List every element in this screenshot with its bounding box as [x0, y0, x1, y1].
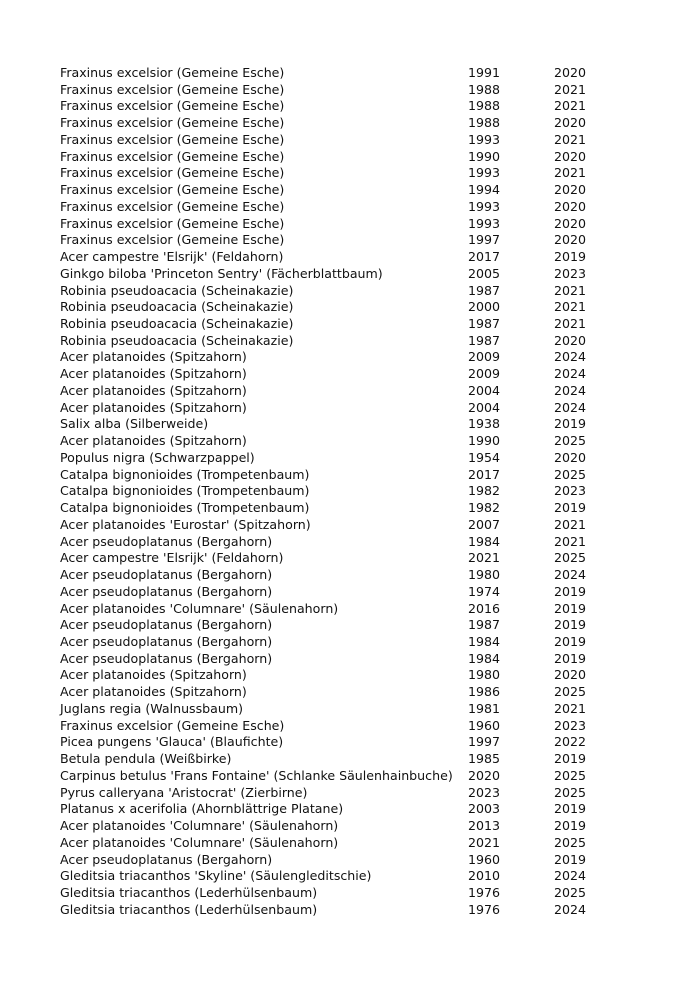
year1-cell: 2004	[468, 382, 501, 398]
species-cell: Robinia pseudoacacia (Scheinakazie)	[60, 299, 294, 315]
year1-cell: 2005	[468, 265, 501, 281]
year2-cell: 2025	[554, 550, 587, 566]
year2-cell: 2019	[554, 583, 587, 599]
species-cell: Acer platanoides 'Columnare' (Säulenahorn)	[60, 834, 339, 850]
table-row	[60, 785, 614, 802]
year2-cell: 2025	[554, 834, 587, 850]
table-row	[60, 818, 614, 835]
table-row	[60, 366, 614, 383]
year1-cell: 1994	[468, 182, 501, 198]
year2-cell: 2021	[554, 700, 587, 716]
year2-cell: 2020	[554, 198, 587, 214]
year1-cell: 1993	[468, 198, 501, 214]
species-cell: Acer platanoides 'Eurostar' (Spitzahorn)	[60, 516, 311, 532]
year1-cell: 2017	[468, 249, 501, 265]
year1-cell: 2003	[468, 801, 501, 817]
year1-cell: 1960	[468, 851, 501, 867]
year2-cell: 2020	[554, 332, 587, 348]
species-cell: Acer platanoides (Spitzahorn)	[60, 667, 247, 683]
species-cell: Acer pseudoplatanus (Bergahorn)	[60, 567, 273, 583]
species-cell: Acer campestre 'Elsrijk' (Feldahorn)	[60, 249, 284, 265]
year2-cell: 2021	[554, 98, 587, 114]
year1-cell: 1990	[468, 433, 501, 449]
tree-table	[60, 65, 614, 918]
year2-cell: 2024	[554, 399, 587, 415]
table-row	[60, 517, 614, 534]
year2-cell: 2021	[554, 533, 587, 549]
table-row	[60, 299, 614, 316]
species-cell: Platanus x acerifolia (Ahornblättrige Platane)	[60, 801, 344, 817]
year1-cell: 2021	[468, 834, 501, 850]
year1-cell: 1982	[468, 500, 501, 516]
species-cell: Populus nigra (Schwarzpappel)	[60, 449, 255, 465]
year1-cell: 2000	[468, 299, 501, 315]
species-cell: Catalpa bignonioides (Trompetenbaum)	[60, 466, 310, 482]
year2-cell: 2025	[554, 466, 587, 482]
year1-cell: 1988	[468, 115, 501, 131]
year1-cell: 1985	[468, 751, 501, 767]
table-row	[60, 534, 614, 551]
table-row	[60, 450, 614, 467]
year2-cell: 2019	[554, 633, 587, 649]
species-cell: Catalpa bignonioides (Trompetenbaum)	[60, 500, 310, 516]
year2-cell: 2024	[554, 868, 587, 884]
year1-cell: 2023	[468, 784, 501, 800]
table-row	[60, 232, 614, 249]
table-row	[60, 868, 614, 885]
species-cell: Acer pseudoplatanus (Bergahorn)	[60, 851, 273, 867]
year1-cell: 1993	[468, 215, 501, 231]
year2-cell: 2022	[554, 734, 587, 750]
year2-cell: 2021	[554, 516, 587, 532]
year2-cell: 2020	[554, 182, 587, 198]
species-cell: Fraxinus excelsior (Gemeine Esche)	[60, 215, 285, 231]
year2-cell: 2020	[554, 667, 587, 683]
species-cell: Catalpa bignonioides (Trompetenbaum)	[60, 483, 310, 499]
species-cell: Picea pungens 'Glauca' (Blaufichte)	[60, 734, 284, 750]
year2-cell: 2020	[554, 449, 587, 465]
species-cell: Acer platanoides (Spitzahorn)	[60, 366, 247, 382]
year2-cell: 2019	[554, 600, 587, 616]
year2-cell: 2024	[554, 901, 587, 917]
year2-cell: 2023	[554, 483, 587, 499]
species-cell: Acer platanoides 'Columnare' (Säulenahorn)	[60, 818, 339, 834]
table-row	[60, 567, 614, 584]
year1-cell: 1984	[468, 533, 501, 549]
species-cell: Acer campestre 'Elsrijk' (Feldahorn)	[60, 550, 284, 566]
year1-cell: 1938	[468, 416, 501, 432]
year1-cell: 2016	[468, 600, 501, 616]
species-cell: Pyrus calleryana 'Aristocrat' (Zierbirne)	[60, 784, 308, 800]
table-row	[60, 617, 614, 634]
species-cell: Gleditsia triacanthos 'Skyline' (Säulengleditschie)	[60, 868, 372, 884]
year2-cell: 2024	[554, 382, 587, 398]
year1-cell: 1990	[468, 148, 501, 164]
table-row	[60, 885, 614, 902]
year1-cell: 2007	[468, 516, 501, 532]
species-cell: Fraxinus excelsior (Gemeine Esche)	[60, 115, 285, 131]
year2-cell: 2020	[554, 148, 587, 164]
year1-cell: 1987	[468, 282, 501, 298]
table-row	[60, 651, 614, 668]
year2-cell: 2020	[554, 65, 587, 80]
year1-cell: 1993	[468, 131, 501, 147]
year1-cell: 1988	[468, 81, 501, 97]
table-row	[60, 500, 614, 517]
species-cell: Acer pseudoplatanus (Bergahorn)	[60, 533, 273, 549]
year1-cell: 2020	[468, 767, 501, 783]
table-row	[60, 132, 614, 149]
table-row	[60, 98, 614, 115]
species-cell: Acer pseudoplatanus (Bergahorn)	[60, 617, 273, 633]
table-row	[60, 316, 614, 333]
year1-cell: 1981	[468, 700, 501, 716]
species-cell: Juglans regia (Walnussbaum)	[60, 700, 244, 716]
year2-cell: 2020	[554, 115, 587, 131]
year2-cell: 2019	[554, 500, 587, 516]
species-cell: Fraxinus excelsior (Gemeine Esche)	[60, 232, 285, 248]
table-row	[60, 768, 614, 785]
table-row	[60, 283, 614, 300]
species-cell: Fraxinus excelsior (Gemeine Esche)	[60, 198, 285, 214]
year2-cell: 2021	[554, 316, 587, 332]
year1-cell: 1954	[468, 449, 501, 465]
year2-cell: 2021	[554, 165, 587, 181]
table-row	[60, 216, 614, 233]
species-cell: Acer platanoides (Spitzahorn)	[60, 399, 247, 415]
year2-cell: 2019	[554, 851, 587, 867]
year2-cell: 2024	[554, 366, 587, 382]
year1-cell: 1982	[468, 483, 501, 499]
year1-cell: 1980	[468, 567, 501, 583]
species-cell: Ginkgo biloba 'Princeton Sentry' (Fächerblattbaum)	[60, 265, 383, 281]
year1-cell: 1976	[468, 884, 501, 900]
species-cell: Fraxinus excelsior (Gemeine Esche)	[60, 131, 285, 147]
year2-cell: 2021	[554, 299, 587, 315]
year2-cell: 2019	[554, 650, 587, 666]
year1-cell: 1987	[468, 617, 501, 633]
species-cell: Acer platanoides (Spitzahorn)	[60, 684, 247, 700]
table-row	[60, 601, 614, 618]
year2-cell: 2019	[554, 617, 587, 633]
year1-cell: 1987	[468, 332, 501, 348]
table-row	[60, 400, 614, 417]
year1-cell: 1986	[468, 684, 501, 700]
year2-cell: 2020	[554, 232, 587, 248]
species-cell: Betula pendula (Weißbirke)	[60, 751, 232, 767]
year2-cell: 2021	[554, 81, 587, 97]
table-row	[60, 667, 614, 684]
year2-cell: 2019	[554, 801, 587, 817]
year1-cell: 2021	[468, 550, 501, 566]
year1-cell: 2017	[468, 466, 501, 482]
table-row	[60, 718, 614, 735]
table-row	[60, 734, 614, 751]
year1-cell: 1988	[468, 98, 501, 114]
year1-cell: 1974	[468, 583, 501, 599]
species-cell: Gleditsia triacanthos (Lederhülsenbaum)	[60, 901, 318, 917]
year2-cell: 2025	[554, 784, 587, 800]
species-cell: Acer platanoides (Spitzahorn)	[60, 349, 247, 365]
year1-cell: 1976	[468, 901, 501, 917]
table-row	[60, 349, 614, 366]
table-row	[60, 416, 614, 433]
year1-cell: 2010	[468, 868, 501, 884]
year2-cell: 2025	[554, 767, 587, 783]
species-cell: Fraxinus excelsior (Gemeine Esche)	[60, 98, 285, 114]
year2-cell: 2019	[554, 818, 587, 834]
year1-cell: 1984	[468, 650, 501, 666]
table-row	[60, 149, 614, 166]
tree-table-body	[60, 65, 614, 918]
year1-cell: 1980	[468, 667, 501, 683]
table-row	[60, 266, 614, 283]
year1-cell: 1987	[468, 316, 501, 332]
table-row	[60, 634, 614, 651]
species-cell: Acer pseudoplatanus (Bergahorn)	[60, 633, 273, 649]
table-row	[60, 467, 614, 484]
species-cell: Fraxinus excelsior (Gemeine Esche)	[60, 65, 285, 80]
year2-cell: 2025	[554, 684, 587, 700]
species-cell: Acer platanoides 'Columnare' (Säulenahorn)	[60, 600, 339, 616]
species-cell: Fraxinus excelsior (Gemeine Esche)	[60, 81, 285, 97]
year2-cell: 2023	[554, 265, 587, 281]
table-row	[60, 182, 614, 199]
species-cell: Acer platanoides (Spitzahorn)	[60, 433, 247, 449]
year2-cell: 2021	[554, 131, 587, 147]
table-row	[60, 852, 614, 869]
table-row	[60, 801, 614, 818]
year2-cell: 2020	[554, 215, 587, 231]
year1-cell: 1984	[468, 633, 501, 649]
year1-cell: 1997	[468, 734, 501, 750]
year2-cell: 2024	[554, 567, 587, 583]
species-cell: Acer platanoides (Spitzahorn)	[60, 382, 247, 398]
species-cell: Robinia pseudoacacia (Scheinakazie)	[60, 316, 294, 332]
species-cell: Fraxinus excelsior (Gemeine Esche)	[60, 148, 285, 164]
table-row	[60, 199, 614, 216]
year1-cell: 2004	[468, 399, 501, 415]
year2-cell: 2025	[554, 884, 587, 900]
year2-cell: 2023	[554, 717, 587, 733]
table-row	[60, 333, 614, 350]
species-cell: Fraxinus excelsior (Gemeine Esche)	[60, 717, 285, 733]
year2-cell: 2019	[554, 751, 587, 767]
year1-cell: 2009	[468, 349, 501, 365]
year1-cell: 1997	[468, 232, 501, 248]
year1-cell: 2009	[468, 366, 501, 382]
year1-cell: 1993	[468, 165, 501, 181]
table-row	[60, 684, 614, 701]
table-row	[60, 483, 614, 500]
table-row	[60, 165, 614, 182]
species-cell: Fraxinus excelsior (Gemeine Esche)	[60, 182, 285, 198]
species-cell: Robinia pseudoacacia (Scheinakazie)	[60, 282, 294, 298]
table-row	[60, 835, 614, 852]
table-row	[60, 902, 614, 919]
year1-cell: 1991	[468, 65, 501, 80]
species-cell: Carpinus betulus 'Frans Fontaine' (Schlanke Säulenhainbuche)	[60, 767, 453, 783]
species-cell: Fraxinus excelsior (Gemeine Esche)	[60, 165, 285, 181]
table-row	[60, 65, 614, 82]
table-row	[60, 433, 614, 450]
year2-cell: 2024	[554, 349, 587, 365]
table-row	[60, 584, 614, 601]
table-row	[60, 115, 614, 132]
species-cell: Acer pseudoplatanus (Bergahorn)	[60, 650, 273, 666]
year1-cell: 1960	[468, 717, 501, 733]
table-row	[60, 751, 614, 768]
species-cell: Salix alba (Silberweide)	[60, 416, 209, 432]
table-row	[60, 82, 614, 99]
year2-cell: 2025	[554, 433, 587, 449]
species-cell: Robinia pseudoacacia (Scheinakazie)	[60, 332, 294, 348]
year2-cell: 2019	[554, 416, 587, 432]
table-row	[60, 550, 614, 567]
species-cell: Gleditsia triacanthos (Lederhülsenbaum)	[60, 884, 318, 900]
year1-cell: 2013	[468, 818, 501, 834]
year2-cell: 2019	[554, 249, 587, 265]
table-row	[60, 383, 614, 400]
table-row	[60, 701, 614, 718]
species-cell: Acer pseudoplatanus (Bergahorn)	[60, 583, 273, 599]
year2-cell: 2021	[554, 282, 587, 298]
table-row	[60, 249, 614, 266]
